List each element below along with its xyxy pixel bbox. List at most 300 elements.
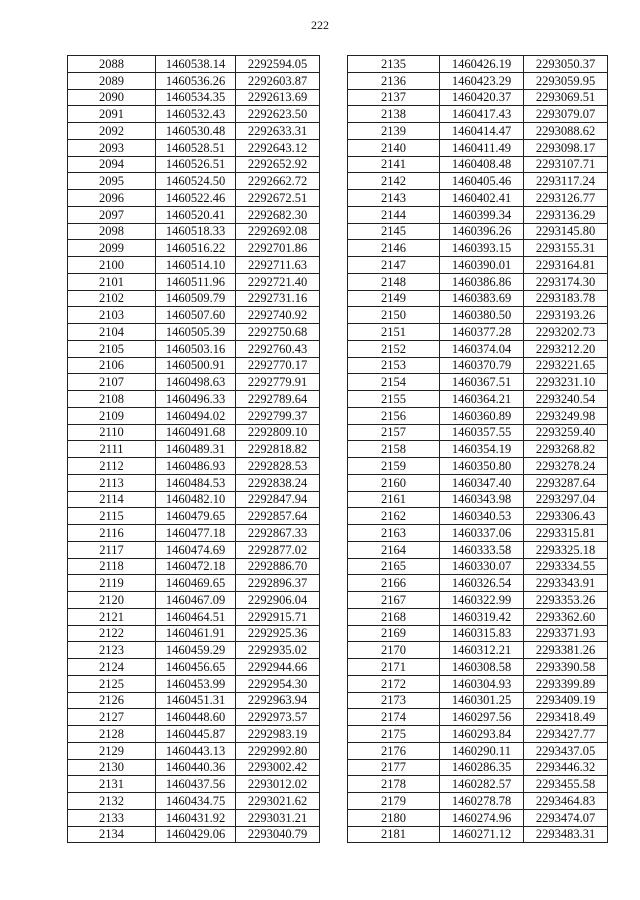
table-row	[68, 458, 320, 475]
table-row	[68, 190, 320, 207]
table-row	[348, 374, 608, 391]
x-coordinate-cell: 1460319.42	[440, 608, 524, 625]
x-coordinate-cell: 1460456.65	[156, 659, 236, 676]
y-coordinate-cell: 2293117.24	[524, 173, 608, 190]
y-coordinate-cell: 2292633.31	[236, 123, 320, 140]
x-coordinate-cell: 1460271.12	[440, 826, 524, 843]
table-row	[348, 72, 608, 89]
table-row	[348, 608, 608, 625]
point-number-cell: 2146	[348, 240, 440, 257]
y-coordinate-cell: 2293240.54	[524, 391, 608, 408]
x-coordinate-cell: 1460453.99	[156, 675, 236, 692]
y-coordinate-cell: 2292779.91	[236, 374, 320, 391]
y-coordinate-cell: 2292896.37	[236, 575, 320, 592]
x-coordinate-cell: 1460326.54	[440, 575, 524, 592]
x-coordinate-cell: 1460312.21	[440, 642, 524, 659]
point-number-cell: 2133	[68, 809, 156, 826]
table-row	[348, 793, 608, 810]
x-coordinate-cell: 1460526.51	[156, 156, 236, 173]
x-coordinate-cell: 1460437.56	[156, 776, 236, 793]
x-coordinate-cell: 1460464.51	[156, 608, 236, 625]
coordinate-table-right	[347, 55, 608, 843]
table-row	[348, 491, 608, 508]
y-coordinate-cell: 2293040.79	[236, 826, 320, 843]
table-row	[348, 809, 608, 826]
table-row	[348, 759, 608, 776]
point-number-cell: 2099	[68, 240, 156, 257]
x-coordinate-cell: 1460494.02	[156, 407, 236, 424]
point-number-cell: 2120	[68, 592, 156, 609]
x-coordinate-cell: 1460522.46	[156, 190, 236, 207]
x-coordinate-cell: 1460440.36	[156, 759, 236, 776]
point-number-cell: 2134	[68, 826, 156, 843]
table-row	[348, 206, 608, 223]
y-coordinate-cell: 2292809.10	[236, 424, 320, 441]
y-coordinate-cell: 2293098.17	[524, 139, 608, 156]
point-number-cell: 2107	[68, 374, 156, 391]
x-coordinate-cell: 1460518.33	[156, 223, 236, 240]
table-row	[348, 357, 608, 374]
table-row	[348, 525, 608, 542]
y-coordinate-cell: 2293059.95	[524, 72, 608, 89]
y-coordinate-cell: 2293427.77	[524, 726, 608, 743]
table-row	[348, 307, 608, 324]
y-coordinate-cell: 2292652.92	[236, 156, 320, 173]
x-coordinate-cell: 1460443.13	[156, 742, 236, 759]
point-number-cell: 2151	[348, 324, 440, 341]
y-coordinate-cell: 2293002.42	[236, 759, 320, 776]
table-row	[68, 826, 320, 843]
table-row	[348, 558, 608, 575]
x-coordinate-cell: 1460482.10	[156, 491, 236, 508]
x-coordinate-cell: 1460304.93	[440, 675, 524, 692]
point-number-cell: 2140	[348, 139, 440, 156]
table-row	[348, 324, 608, 341]
x-coordinate-cell: 1460333.58	[440, 541, 524, 558]
table-row	[68, 273, 320, 290]
y-coordinate-cell: 2293455.58	[524, 776, 608, 793]
table-row	[348, 625, 608, 642]
y-coordinate-cell: 2292760.43	[236, 340, 320, 357]
point-number-cell: 2113	[68, 474, 156, 491]
x-coordinate-cell: 1460357.55	[440, 424, 524, 441]
y-coordinate-cell: 2292623.50	[236, 106, 320, 123]
table-row	[348, 156, 608, 173]
y-coordinate-cell: 2292935.02	[236, 642, 320, 659]
point-number-cell: 2153	[348, 357, 440, 374]
y-coordinate-cell: 2292877.02	[236, 541, 320, 558]
point-number-cell: 2148	[348, 273, 440, 290]
point-number-cell: 2137	[348, 89, 440, 106]
y-coordinate-cell: 2293136.29	[524, 206, 608, 223]
y-coordinate-cell: 2292594.05	[236, 56, 320, 73]
point-number-cell: 2177	[348, 759, 440, 776]
x-coordinate-cell: 1460423.29	[440, 72, 524, 89]
y-coordinate-cell: 2293306.43	[524, 508, 608, 525]
table-row	[348, 290, 608, 307]
y-coordinate-cell: 2292672.51	[236, 190, 320, 207]
table-row	[68, 642, 320, 659]
table-row	[68, 156, 320, 173]
point-number-cell: 2106	[68, 357, 156, 374]
table-row	[348, 407, 608, 424]
y-coordinate-cell: 2292983.19	[236, 726, 320, 743]
table-row	[68, 106, 320, 123]
y-coordinate-cell: 2293249.98	[524, 407, 608, 424]
x-coordinate-cell: 1460290.11	[440, 742, 524, 759]
x-coordinate-cell: 1460459.29	[156, 642, 236, 659]
coordinate-table-left-body	[68, 56, 320, 843]
table-row	[348, 575, 608, 592]
y-coordinate-cell: 2293325.18	[524, 541, 608, 558]
y-coordinate-cell: 2293174.30	[524, 273, 608, 290]
y-coordinate-cell: 2292603.87	[236, 72, 320, 89]
x-coordinate-cell: 1460274.96	[440, 809, 524, 826]
table-row	[348, 340, 608, 357]
point-number-cell: 2176	[348, 742, 440, 759]
point-number-cell: 2143	[348, 190, 440, 207]
point-number-cell: 2102	[68, 290, 156, 307]
y-coordinate-cell: 2292944.66	[236, 659, 320, 676]
x-coordinate-cell: 1460451.31	[156, 692, 236, 709]
x-coordinate-cell: 1460308.58	[440, 659, 524, 676]
x-coordinate-cell: 1460536.26	[156, 72, 236, 89]
x-coordinate-cell: 1460514.10	[156, 257, 236, 274]
x-coordinate-cell: 1460532.43	[156, 106, 236, 123]
table-row	[68, 474, 320, 491]
x-coordinate-cell: 1460507.60	[156, 307, 236, 324]
table-row	[68, 240, 320, 257]
point-number-cell: 2156	[348, 407, 440, 424]
y-coordinate-cell: 2293107.71	[524, 156, 608, 173]
x-coordinate-cell: 1460431.92	[156, 809, 236, 826]
x-coordinate-cell: 1460414.47	[440, 123, 524, 140]
table-row	[348, 240, 608, 257]
table-row	[348, 474, 608, 491]
x-coordinate-cell: 1460297.56	[440, 709, 524, 726]
table-row	[68, 123, 320, 140]
y-coordinate-cell: 2293259.40	[524, 424, 608, 441]
y-coordinate-cell: 2293050.37	[524, 56, 608, 73]
y-coordinate-cell: 2292770.17	[236, 357, 320, 374]
table-row	[68, 525, 320, 542]
table-row	[68, 441, 320, 458]
y-coordinate-cell: 2293334.55	[524, 558, 608, 575]
point-number-cell: 2124	[68, 659, 156, 676]
y-coordinate-cell: 2293390.58	[524, 659, 608, 676]
x-coordinate-cell: 1460383.69	[440, 290, 524, 307]
point-number-cell: 2121	[68, 608, 156, 625]
x-coordinate-cell: 1460489.31	[156, 441, 236, 458]
table-row	[68, 709, 320, 726]
point-number-cell: 2118	[68, 558, 156, 575]
coordinate-table-left	[67, 55, 320, 843]
table-row	[348, 742, 608, 759]
point-number-cell: 2119	[68, 575, 156, 592]
x-coordinate-cell: 1460322.99	[440, 592, 524, 609]
y-coordinate-cell: 2293437.05	[524, 742, 608, 759]
point-number-cell: 2154	[348, 374, 440, 391]
point-number-cell: 2116	[68, 525, 156, 542]
y-coordinate-cell: 2293464.83	[524, 793, 608, 810]
y-coordinate-cell: 2292857.64	[236, 508, 320, 525]
x-coordinate-cell: 1460516.22	[156, 240, 236, 257]
y-coordinate-cell: 2292818.82	[236, 441, 320, 458]
point-number-cell: 2094	[68, 156, 156, 173]
y-coordinate-cell: 2292915.71	[236, 608, 320, 625]
x-coordinate-cell: 1460538.14	[156, 56, 236, 73]
x-coordinate-cell: 1460429.06	[156, 826, 236, 843]
table-row	[68, 307, 320, 324]
point-number-cell: 2132	[68, 793, 156, 810]
table-row	[348, 173, 608, 190]
point-number-cell: 2165	[348, 558, 440, 575]
point-number-cell: 2129	[68, 742, 156, 759]
table-row	[348, 123, 608, 140]
table-row	[68, 206, 320, 223]
table-row	[68, 72, 320, 89]
point-number-cell: 2097	[68, 206, 156, 223]
point-number-cell: 2142	[348, 173, 440, 190]
point-number-cell: 2152	[348, 340, 440, 357]
y-coordinate-cell: 2292886.70	[236, 558, 320, 575]
y-coordinate-cell: 2293483.31	[524, 826, 608, 843]
y-coordinate-cell: 2293343.91	[524, 575, 608, 592]
y-coordinate-cell: 2292662.72	[236, 173, 320, 190]
table-row	[348, 56, 608, 73]
y-coordinate-cell: 2292963.94	[236, 692, 320, 709]
point-number-cell: 2112	[68, 458, 156, 475]
table-row	[348, 659, 608, 676]
point-number-cell: 2093	[68, 139, 156, 156]
point-number-cell: 2166	[348, 575, 440, 592]
y-coordinate-cell: 2293409.19	[524, 692, 608, 709]
point-number-cell: 2135	[348, 56, 440, 73]
x-coordinate-cell: 1460505.39	[156, 324, 236, 341]
point-number-cell: 2145	[348, 223, 440, 240]
point-number-cell: 2162	[348, 508, 440, 525]
table-row	[68, 541, 320, 558]
table-row	[348, 441, 608, 458]
y-coordinate-cell: 2292954.30	[236, 675, 320, 692]
y-coordinate-cell: 2293155.31	[524, 240, 608, 257]
y-coordinate-cell: 2292682.30	[236, 206, 320, 223]
table-row	[348, 675, 608, 692]
x-coordinate-cell: 1460530.48	[156, 123, 236, 140]
y-coordinate-cell: 2293399.89	[524, 675, 608, 692]
table-row	[348, 391, 608, 408]
y-coordinate-cell: 2292731.16	[236, 290, 320, 307]
x-coordinate-cell: 1460390.01	[440, 257, 524, 274]
y-coordinate-cell: 2293297.04	[524, 491, 608, 508]
y-coordinate-cell: 2292867.33	[236, 525, 320, 542]
table-row	[68, 139, 320, 156]
table-row	[68, 759, 320, 776]
table-row	[68, 742, 320, 759]
y-coordinate-cell: 2293183.78	[524, 290, 608, 307]
point-number-cell: 2130	[68, 759, 156, 776]
table-row	[68, 809, 320, 826]
point-number-cell: 2117	[68, 541, 156, 558]
point-number-cell: 2172	[348, 675, 440, 692]
point-number-cell: 2161	[348, 491, 440, 508]
table-row	[68, 324, 320, 341]
table-row	[348, 692, 608, 709]
point-number-cell: 2138	[348, 106, 440, 123]
point-number-cell: 2091	[68, 106, 156, 123]
x-coordinate-cell: 1460293.84	[440, 726, 524, 743]
y-coordinate-cell: 2292643.12	[236, 139, 320, 156]
table-row	[68, 575, 320, 592]
table-row	[68, 726, 320, 743]
table-row	[68, 592, 320, 609]
x-coordinate-cell: 1460448.60	[156, 709, 236, 726]
table-row	[348, 273, 608, 290]
y-coordinate-cell: 2292711.63	[236, 257, 320, 274]
x-coordinate-cell: 1460399.34	[440, 206, 524, 223]
point-number-cell: 2128	[68, 726, 156, 743]
x-coordinate-cell: 1460411.49	[440, 139, 524, 156]
x-coordinate-cell: 1460315.83	[440, 625, 524, 642]
point-number-cell: 2175	[348, 726, 440, 743]
x-coordinate-cell: 1460396.26	[440, 223, 524, 240]
point-number-cell: 2178	[348, 776, 440, 793]
x-coordinate-cell: 1460474.69	[156, 541, 236, 558]
point-number-cell: 2155	[348, 391, 440, 408]
point-number-cell: 2092	[68, 123, 156, 140]
table-row	[348, 458, 608, 475]
x-coordinate-cell: 1460402.41	[440, 190, 524, 207]
table-row	[68, 56, 320, 73]
table-row	[68, 491, 320, 508]
point-number-cell: 2127	[68, 709, 156, 726]
x-coordinate-cell: 1460420.37	[440, 89, 524, 106]
point-number-cell: 2136	[348, 72, 440, 89]
x-coordinate-cell: 1460364.21	[440, 391, 524, 408]
table-row	[68, 407, 320, 424]
x-coordinate-cell: 1460477.18	[156, 525, 236, 542]
point-number-cell: 2174	[348, 709, 440, 726]
table-row	[348, 257, 608, 274]
point-number-cell: 2126	[68, 692, 156, 709]
x-coordinate-cell: 1460467.09	[156, 592, 236, 609]
point-number-cell: 2110	[68, 424, 156, 441]
point-number-cell: 2109	[68, 407, 156, 424]
point-number-cell: 2114	[68, 491, 156, 508]
point-number-cell: 2150	[348, 307, 440, 324]
point-number-cell: 2101	[68, 273, 156, 290]
x-coordinate-cell: 1460472.18	[156, 558, 236, 575]
y-coordinate-cell: 2292838.24	[236, 474, 320, 491]
table-row	[348, 726, 608, 743]
point-number-cell: 2095	[68, 173, 156, 190]
y-coordinate-cell: 2292828.53	[236, 458, 320, 475]
x-coordinate-cell: 1460354.19	[440, 441, 524, 458]
table-row	[348, 541, 608, 558]
table-row	[68, 659, 320, 676]
x-coordinate-cell: 1460393.15	[440, 240, 524, 257]
point-number-cell: 2103	[68, 307, 156, 324]
table-row	[68, 340, 320, 357]
y-coordinate-cell: 2293126.77	[524, 190, 608, 207]
x-coordinate-cell: 1460484.53	[156, 474, 236, 491]
page-number: 222	[311, 18, 329, 32]
y-coordinate-cell: 2293315.81	[524, 525, 608, 542]
point-number-cell: 2159	[348, 458, 440, 475]
x-coordinate-cell: 1460511.96	[156, 273, 236, 290]
y-coordinate-cell: 2292906.04	[236, 592, 320, 609]
y-coordinate-cell: 2293212.20	[524, 340, 608, 357]
point-number-cell: 2181	[348, 826, 440, 843]
x-coordinate-cell: 1460520.41	[156, 206, 236, 223]
x-coordinate-cell: 1460330.07	[440, 558, 524, 575]
point-number-cell: 2171	[348, 659, 440, 676]
table-row	[348, 592, 608, 609]
x-coordinate-cell: 1460434.75	[156, 793, 236, 810]
point-number-cell: 2169	[348, 625, 440, 642]
y-coordinate-cell: 2292925.36	[236, 625, 320, 642]
point-number-cell: 2115	[68, 508, 156, 525]
x-coordinate-cell: 1460426.19	[440, 56, 524, 73]
y-coordinate-cell: 2293069.51	[524, 89, 608, 106]
y-coordinate-cell: 2293021.62	[236, 793, 320, 810]
point-number-cell: 2164	[348, 541, 440, 558]
table-row	[68, 558, 320, 575]
y-coordinate-cell: 2292799.37	[236, 407, 320, 424]
y-coordinate-cell: 2292789.64	[236, 391, 320, 408]
y-coordinate-cell: 2292992.80	[236, 742, 320, 759]
x-coordinate-cell: 1460528.51	[156, 139, 236, 156]
x-coordinate-cell: 1460524.50	[156, 173, 236, 190]
y-coordinate-cell: 2293031.21	[236, 809, 320, 826]
point-number-cell: 2180	[348, 809, 440, 826]
x-coordinate-cell: 1460491.68	[156, 424, 236, 441]
table-row	[68, 675, 320, 692]
x-coordinate-cell: 1460340.53	[440, 508, 524, 525]
point-number-cell: 2123	[68, 642, 156, 659]
table-row	[68, 776, 320, 793]
x-coordinate-cell: 1460360.89	[440, 407, 524, 424]
x-coordinate-cell: 1460282.57	[440, 776, 524, 793]
y-coordinate-cell: 2292740.92	[236, 307, 320, 324]
table-row	[68, 508, 320, 525]
x-coordinate-cell: 1460500.91	[156, 357, 236, 374]
y-coordinate-cell: 2292847.94	[236, 491, 320, 508]
point-number-cell: 2173	[348, 692, 440, 709]
y-coordinate-cell: 2293079.07	[524, 106, 608, 123]
x-coordinate-cell: 1460374.04	[440, 340, 524, 357]
x-coordinate-cell: 1460417.43	[440, 106, 524, 123]
y-coordinate-cell: 2293474.07	[524, 809, 608, 826]
x-coordinate-cell: 1460377.28	[440, 324, 524, 341]
y-coordinate-cell: 2293145.80	[524, 223, 608, 240]
table-row	[348, 89, 608, 106]
table-row	[348, 826, 608, 843]
table-row	[68, 692, 320, 709]
y-coordinate-cell: 2292721.40	[236, 273, 320, 290]
point-number-cell: 2089	[68, 72, 156, 89]
y-coordinate-cell: 2293278.24	[524, 458, 608, 475]
y-coordinate-cell: 2293231.10	[524, 374, 608, 391]
y-coordinate-cell: 2293221.65	[524, 357, 608, 374]
y-coordinate-cell: 2293088.62	[524, 123, 608, 140]
point-number-cell: 2160	[348, 474, 440, 491]
x-coordinate-cell: 1460301.25	[440, 692, 524, 709]
point-number-cell: 2144	[348, 206, 440, 223]
point-number-cell: 2098	[68, 223, 156, 240]
table-row	[68, 625, 320, 642]
y-coordinate-cell: 2293362.60	[524, 608, 608, 625]
